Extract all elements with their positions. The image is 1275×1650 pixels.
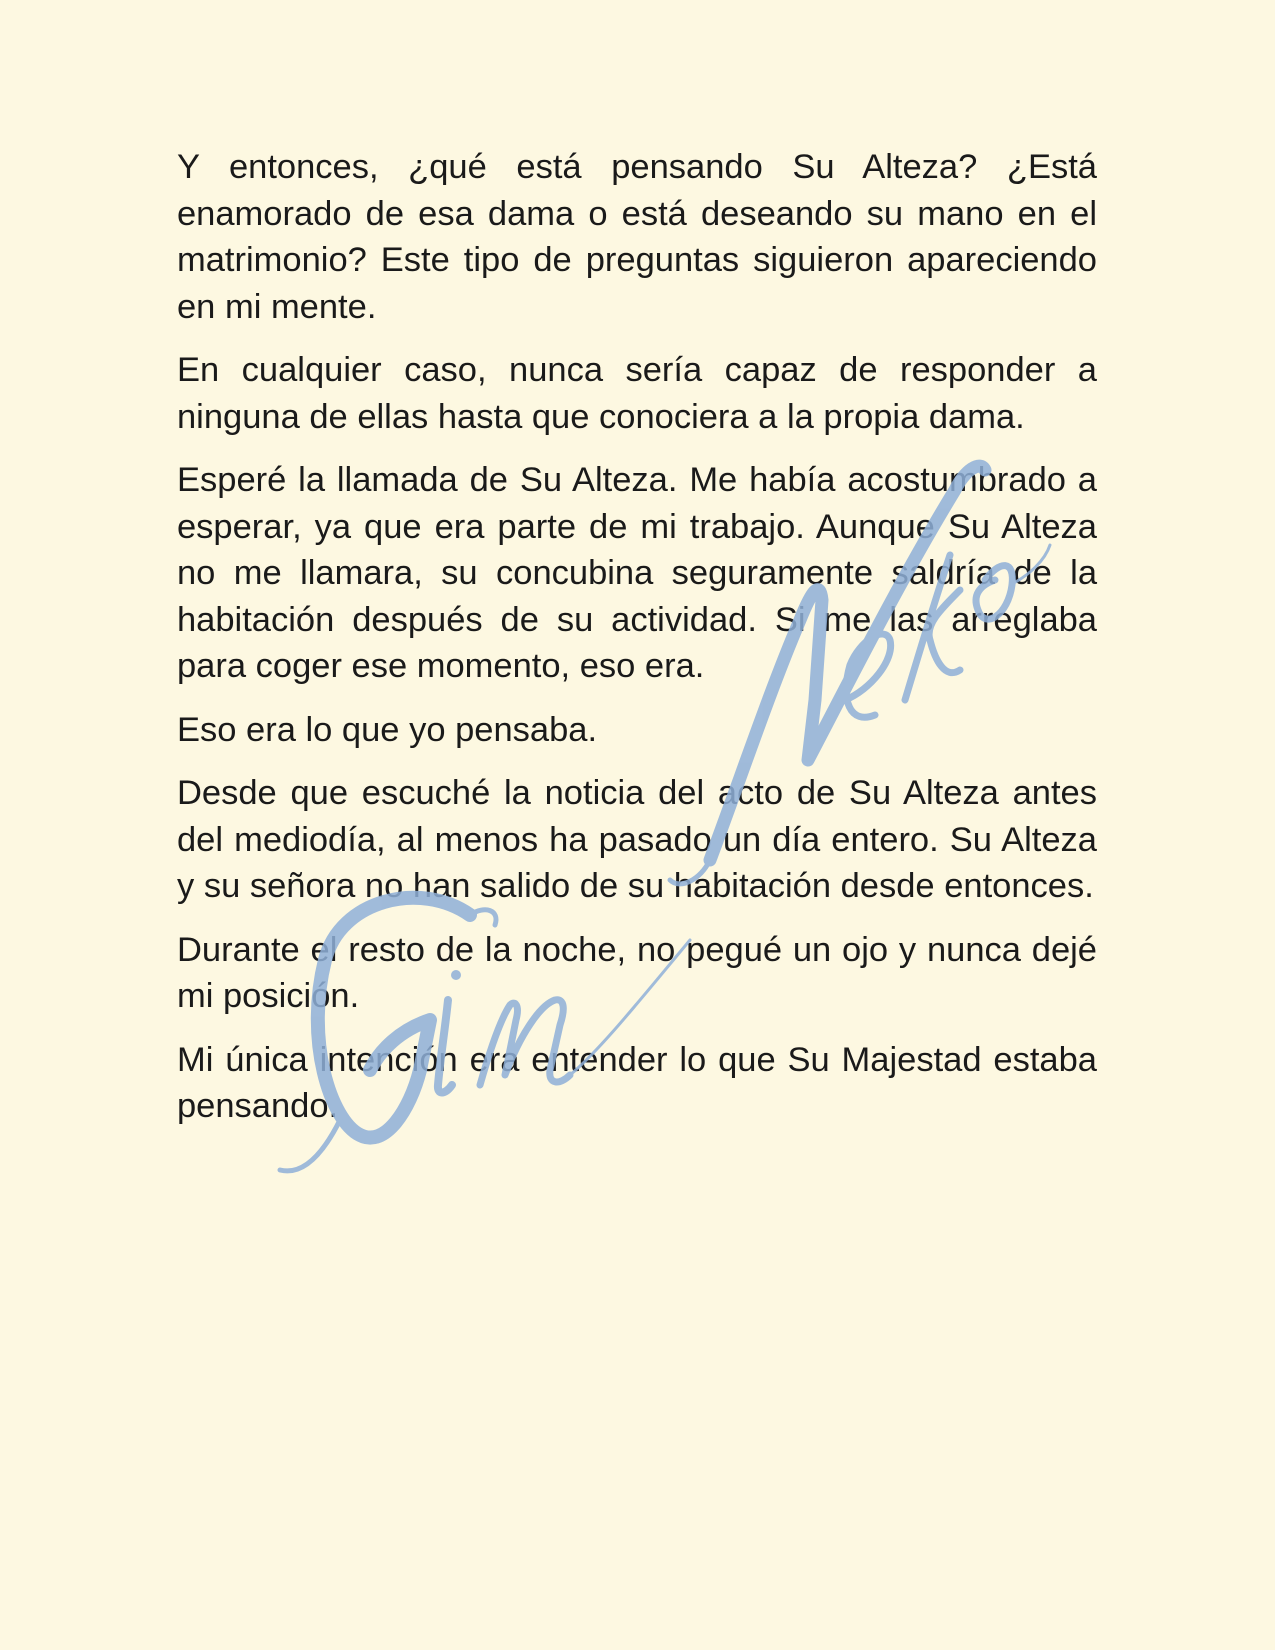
paragraph-4: Eso era lo que yo pensaba.: [177, 710, 598, 749]
paragraph-6: Durante el resto de la noche, no pegué un ojo y nunca dejé mi posición.: [177, 930, 1097, 1015]
paragraph-7: Mi única intención era entender lo que Su Majestad estaba pensando.: [177, 1040, 1097, 1125]
body-text: [177, 144, 1097, 1147]
paragraph-5: Desde que escuché la noticia del acto de Su Alteza antes del mediodía, al menos ha pasado un día entero. Su Alteza y su señora no han salido de su habitación desde entonces.: [177, 774, 1097, 905]
paragraph-2: En cualquier caso, nunca sería capaz de responder a ninguna de ellas hasta que conociera a la propia dama.: [177, 351, 1097, 436]
paragraph-1: Y entonces, ¿qué está pensando Su Alteza? ¿Está enamorado de esa dama o está deseando su mano en el matrimonio? Este tipo de preguntas siguieron apareciendo en mi mente.: [177, 148, 1097, 326]
paragraph-3: Esperé la llamada de Su Alteza. Me había acostumbrado a esperar, ya que era parte de mi trabajo. Aunque Su Alteza no me llamara, su concubina seguramente saldría de la habitación después de su actividad. Si me las arreglaba para coger ese momento, eso era.: [177, 461, 1097, 685]
